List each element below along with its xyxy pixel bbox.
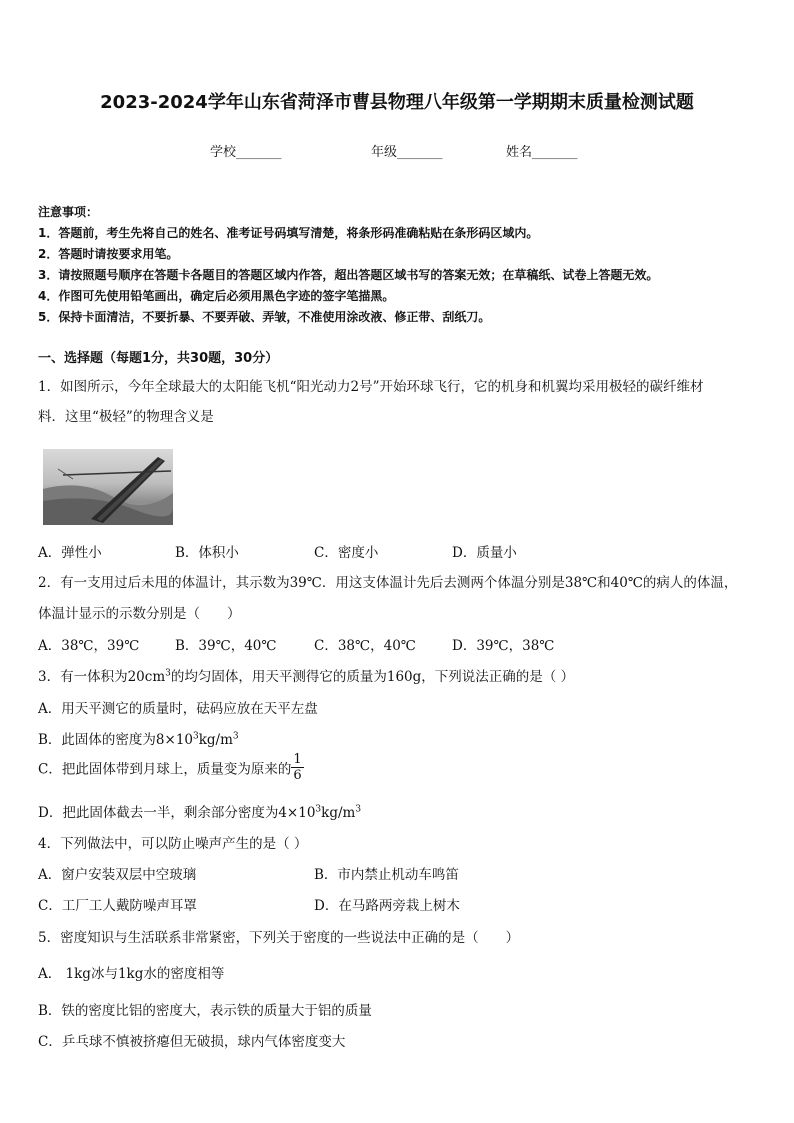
q4-option-c: C．工厂工人戴防噪声耳罩 [38,898,197,914]
note-item: 5．保持卡面清洁，不要折暴、不要弄破、弄皱，不准使用涂改液、修正带、刮纸刀。 [38,310,491,324]
q5-stem: 5．密度知识与生活联系非常紧密，下列关于密度的一些说法中正确的是（ ） [38,930,520,946]
note-item: 1．答题前，考生先将自己的姓名、准考证号码填写清楚，将条形码准确粘贴在条形码区域内。 [38,226,539,240]
note-item: 4．作图可先使用铅笔画出，确定后必须用黑色字迹的签字笔描黑。 [38,289,395,303]
solar-plane-photo [43,449,173,525]
grade-field: 年级_______ [371,145,443,160]
q2-option-c: C．38℃，40℃ [314,638,416,654]
q2-option-a: A．38℃，39℃ [38,638,140,654]
q3-option-b: B．此固体的密度为$8\times 10^3kg/m^3$ [38,731,239,748]
section-heading: 一、选择题（每题1分，共30题，30分） [38,351,279,366]
q1-stem-line1: 1．如图所示，今年全球最大的太阳能飞机“阳光动力2号”开始环球飞行，它的机身和机翼均采用极轻的碳纤维材 [38,379,704,395]
q2-option-d: D．39℃，38℃ [452,638,555,654]
q3-stem: 3．有一体积为$20cm^3$的均匀固体，用天平测得它的质量为160g，下列说法正确的是（ ） [38,668,575,685]
school-field: 学校_______ [210,145,282,160]
solar-plane-icon [43,449,173,525]
q3-option-c: C．把此固体带到月球上，质量变为原来的 $\frac{1}{6}$ [38,752,302,783]
q4-stem: 4．下列做法中，可以防止噪声产生的是（ ） [38,836,308,852]
q4-option-a: A．窗户安装双层中空玻璃 [38,867,197,883]
q5-option-a: A． 1kg冰与1kg水的密度相等 [38,966,225,982]
q2-stem-line2: 体温计显示的示数分别是（ ） [38,606,241,622]
q3-option-a: A．用天平测它的质量时，砝码应放在天平左盘 [38,701,318,717]
q1-option-d: D．质量小 [452,545,517,561]
q1-option-b: B．体积小 [175,545,239,561]
q1-option-a: A．弹性小 [38,545,102,561]
note-item: 3．请按照题号顺序在答题卡各题目的答题区域内作答，超出答题区域书写的答案无效；在草稿纸、试卷上答题无效。 [38,268,659,282]
q4-option-b: B．市内禁止机动车鸣笛 [314,867,459,883]
q3-option-d: D．把此固体截去一半，剩余部分密度为$4\times 10^3kg/m^3$ [38,804,362,821]
notes-heading: 注意事项： [38,205,99,219]
q4-option-d: D．在马路两旁栽上树木 [314,898,460,914]
name-field: 姓名_______ [506,145,578,160]
q2-option-b: B．39℃，40℃ [175,638,277,654]
page-title: 2023-2024学年山东省菏泽市曹县物理八年级第一学期期末质量检测试题 [100,92,694,113]
q5-option-b: B．铁的密度比铝的密度大，表示铁的质量大于铝的质量 [38,1003,372,1019]
q1-option-c: C．密度小 [314,545,379,561]
fraction: $\frac{1}{6}$ [293,752,302,783]
note-item: 2．答题时请按要求用笔。 [38,247,179,261]
q1-stem-line2: 料．这里“极轻”的物理含义是 [38,409,214,425]
q2-stem-line1: 2．有一支用过后未甩的体温计，其示数为39℃．用这支体温计先后去测两个体温分别是38℃和40℃的病人的体温， [38,575,738,591]
q5-option-c: C．乒乓球不慎被挤瘪但无破损，球内气体密度变大 [38,1034,346,1050]
